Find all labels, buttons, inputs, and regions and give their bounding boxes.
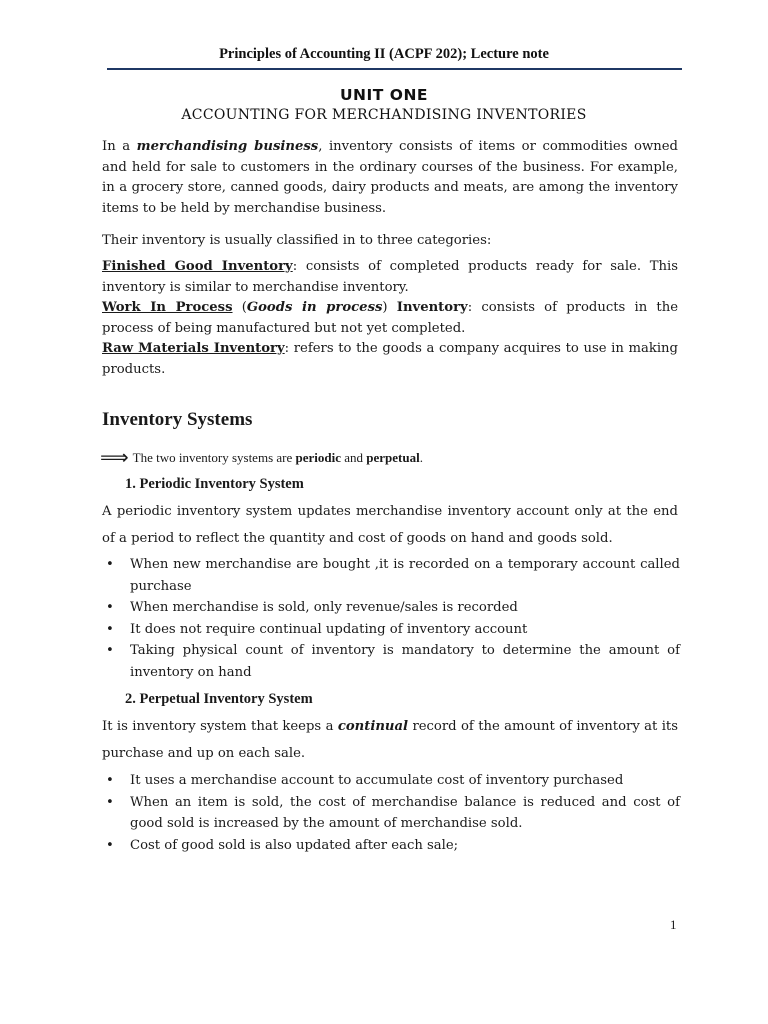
inventory-systems-heading: Inventory Systems: [102, 409, 253, 430]
raw-term: Raw Materials Inventory: [102, 341, 285, 356]
list-item: [102, 554, 680, 597]
bullet-icon: •: [106, 643, 114, 658]
perpetual-term: continual: [337, 719, 409, 734]
list-item: [102, 792, 680, 835]
periodic-heading: 1. Periodic Inventory System: [125, 476, 304, 492]
perpetual-bullet-list: [102, 770, 680, 856]
categories-intro: Their inventory is usually classified in to three categories:: [102, 233, 492, 248]
systems-term-periodic: periodic: [295, 450, 341, 465]
periodic-bullet-list: [102, 554, 680, 683]
list-item-text: When merchandise is sold, only revenue/sales is recorded: [130, 600, 518, 615]
wip-open-paren: (: [232, 300, 247, 315]
bullet-icon: •: [106, 557, 114, 572]
list-item-text: When an item is sold, the cost of merchandise balance is reduced and cost of good sold is increased by the amount of merchandise sold.: [130, 794, 680, 831]
bullet-icon: •: [106, 773, 114, 788]
bullet-icon: •: [106, 794, 114, 810]
unit-title: UNIT ONE: [339, 86, 429, 104]
list-item: [102, 640, 680, 683]
finished-term: Finished Good Inventory: [102, 259, 293, 274]
category-raw: [102, 339, 678, 380]
perpetual-rest: record of the amount of inventory at its purchase and up on each sale.: [102, 719, 678, 761]
intro-rest: , inventory consists of items or commodities owned and held for sale to customers in the ordinary courses of the business. For example, in a grocery store, canned goods, dairy products and meats, are among the inventory items to be held by merchandise business.: [102, 139, 678, 216]
perpetual-heading: 2. Perpetual Inventory System: [125, 691, 313, 707]
perpetual-description: [102, 713, 678, 767]
bullet-icon: •: [106, 600, 114, 615]
wip-alt-term: Goods in process: [246, 300, 383, 315]
systems-intro: [100, 443, 423, 467]
bullet-icon: •: [106, 621, 114, 637]
list-item-text: It does not require continual updating of inventory account: [130, 621, 528, 637]
list-item-text: When new merchandise are bought ,it is recorded on a temporary account called purchase: [130, 557, 680, 594]
periodic-description: A periodic inventory system updates merchandise inventory account only at the end of a period to reflect the quantity and cost of goods on hand and goods sold.: [102, 504, 678, 546]
wip-term2: Inventory: [396, 300, 468, 315]
list-item-text: Taking physical count of inventory is mandatory to determine the amount of inventory on hand: [130, 643, 680, 680]
wip-term: Work In Process: [102, 300, 233, 315]
page-number: 1: [670, 917, 677, 932]
intro-term: merchandising business: [136, 139, 319, 154]
bullet-icon: •: [106, 837, 114, 853]
finished-text: : consists of completed products ready for sale. This inventory is similar to merchandise inventory.: [102, 259, 678, 295]
implies-arrow-icon: ⟹: [100, 445, 129, 469]
list-item: [102, 835, 680, 857]
list-item: [102, 770, 680, 792]
list-item: [102, 619, 680, 641]
systems-intro-and: and: [341, 450, 367, 465]
intro-paragraph: [102, 137, 678, 219]
intro-lead: In a: [102, 139, 137, 154]
unit-subtitle: ACCOUNTING FOR MERCHANDISING INVENTORIES: [181, 107, 587, 123]
systems-term-perpetual: perpetual: [366, 450, 420, 465]
list-item: [102, 597, 680, 619]
list-item-text: Cost of good sold is also updated after each sale;: [130, 837, 459, 853]
category-wip: [102, 298, 678, 339]
wip-close-paren: ): [382, 300, 397, 315]
systems-intro-end: .: [419, 450, 423, 465]
category-finished: [102, 257, 678, 298]
raw-text: : refers to the goods a company acquires to use in making products.: [102, 341, 678, 377]
list-item-text: It uses a merchandise account to accumulate cost of inventory purchased: [130, 773, 624, 788]
systems-intro-lead: The two inventory systems are: [132, 450, 296, 465]
running-header: Principles of Accounting II (ACPF 202); Lecture note: [219, 46, 549, 62]
perpetual-lead: It is inventory system that keeps a: [102, 719, 338, 734]
header-rule: [107, 68, 682, 70]
wip-text: : consists of products in the process of being manufactured but not yet completed.: [102, 300, 679, 336]
